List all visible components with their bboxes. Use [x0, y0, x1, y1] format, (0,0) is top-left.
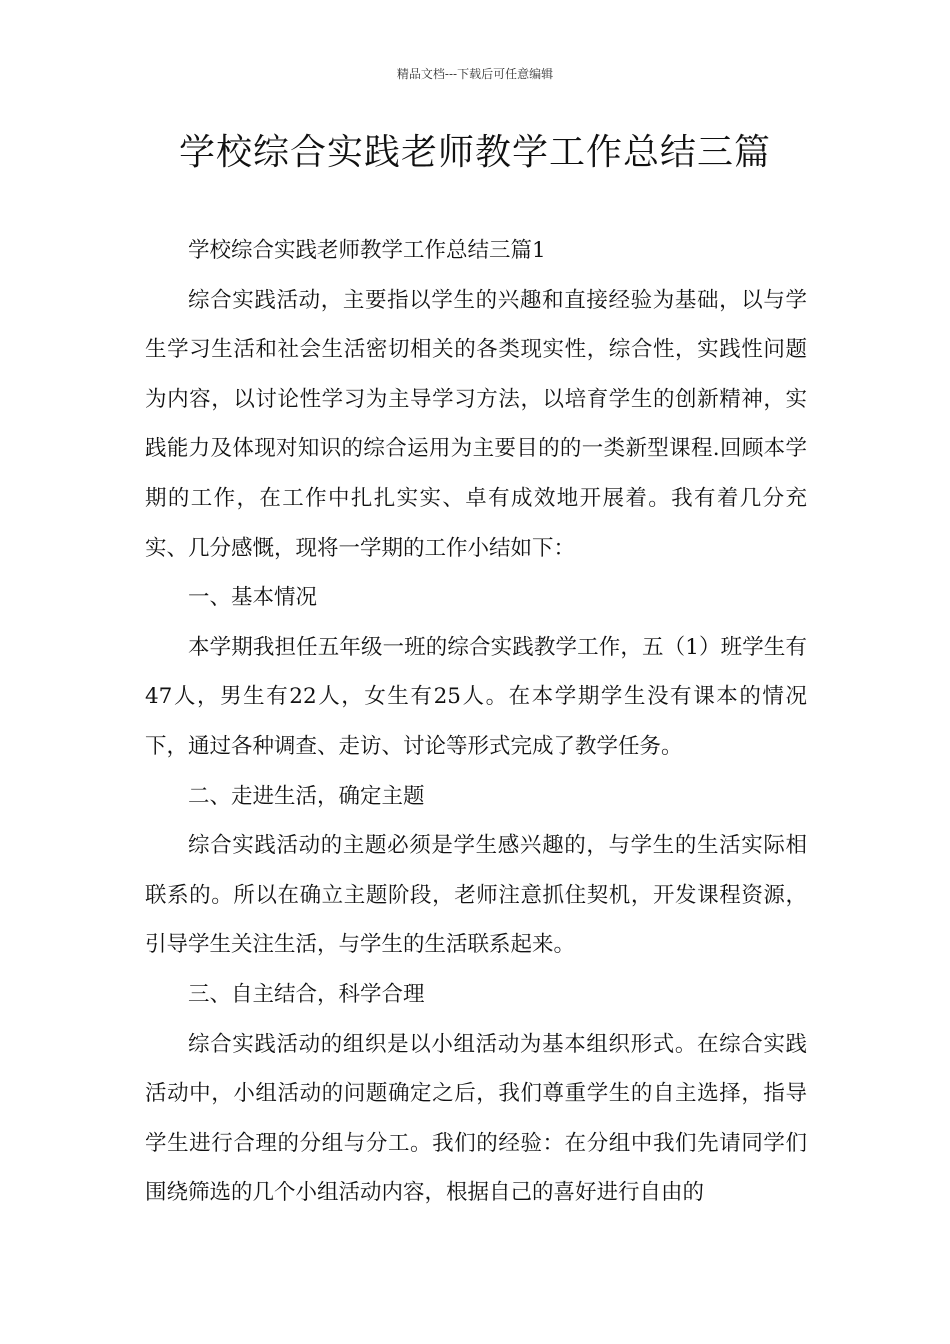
document-body: [145, 226, 807, 1218]
section-heading: 学校综合实践老师教学工作总结三篇1: [188, 238, 546, 263]
body-paragraph: 综合实践活动的主题必须是学生感兴趣的，与学生的生活实际相联系的。所以在确立主题阶段，老师注意抓住契机，开发课程资源，引导学生关注生活，与学生的生活联系起来。: [145, 833, 807, 958]
section-heading: 三、自主结合，科学合理: [188, 981, 425, 1007]
section-heading: 二、走进生活，确定主题: [188, 783, 425, 809]
section-heading: 一、基本情况: [188, 585, 318, 611]
body-paragraph: 综合实践活动，主要指以学生的兴趣和直接经验为基础，以与学生学习生活和社会生活密切相关的各类现实性，综合性，实践性问题为内容，以讨论性学习为主导学习方法，以培育学生的创新精神，实践能力及体现对知识的综合运用为主要目的的一类新型课程.回顾本学期的工作，在工作中扎扎实实、卓有成效地开展着。我有着几分充实、几分感慨，现将一学期的工作小结如下：: [145, 287, 807, 561]
body-paragraph: 本学期我担任五年级一班的综合实践教学工作，五（1）班学生有47人，男生有22人，女生有25人。在本学期学生没有课本的情况下，通过各种调查、走访、讨论等形式完成了教学任务。: [145, 634, 807, 759]
document-title: 学校综合实践老师教学工作总结三篇: [178, 132, 771, 173]
header-note: 精品文档---下载后可任意编辑: [396, 67, 554, 81]
body-paragraph: 综合实践活动的组织是以小组活动为基本组织形式。在综合实践活动中，小组活动的问题确定之后，我们尊重学生的自主选择，指导学生进行合理的分组与分工。我们的经验：在分组中我们先请同学们围绕筛选的几个小组活动内容，根据自己的喜好进行自由的: [145, 1031, 807, 1206]
